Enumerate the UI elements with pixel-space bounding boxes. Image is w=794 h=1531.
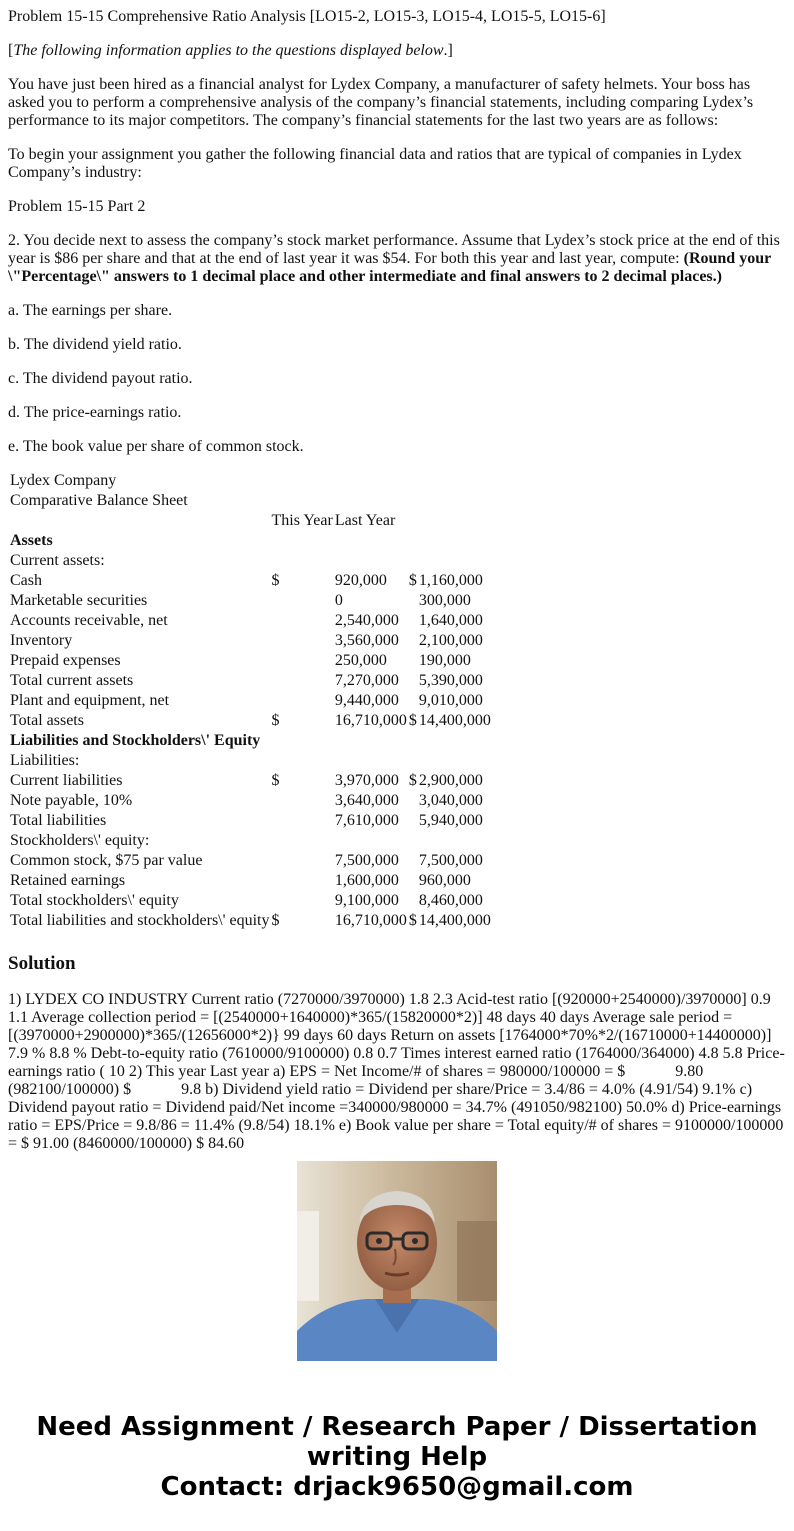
- table-row: [10, 892, 491, 910]
- row-label: Retained earnings: [10, 872, 126, 889]
- last-year-value: 3,040,000: [418, 792, 483, 809]
- table-row: [10, 912, 491, 930]
- this-year-value: 920,000: [334, 572, 387, 589]
- tutor-photo: [297, 1161, 497, 1361]
- question-2: [8, 232, 786, 286]
- row-label: Total liabilities: [10, 812, 107, 829]
- problem-note: [8, 42, 786, 60]
- table-row: [10, 812, 491, 830]
- liabilities-label: Liabilities:: [10, 752, 80, 769]
- last-year-cell: [409, 672, 491, 690]
- table-row: [10, 532, 491, 550]
- this-year-currency: [272, 872, 333, 890]
- question-item-d: d. The price-earnings ratio.: [8, 404, 182, 421]
- last-year-cell: [409, 592, 491, 610]
- question-2-rounding: (Round your \"Percentage\" answers to 1 decimal place and other intermediate and final answers to 2 decimal places.): [8, 250, 771, 285]
- this-year-currency: [272, 692, 333, 710]
- last-year-cell: [409, 632, 491, 650]
- eps-last-year: 9.8: [181, 1081, 202, 1098]
- table-row: [10, 572, 491, 590]
- last-year-cell: [409, 912, 491, 930]
- row-label: Total stockholders\' equity: [10, 892, 179, 909]
- note-open: [: [8, 42, 14, 59]
- liabilities-heading: Liabilities and Stockholders\' Equity: [10, 732, 261, 749]
- equity-label: Stockholders\' equity:: [10, 832, 150, 849]
- last-year-cell: [409, 692, 491, 710]
- question-2-text: 2. You decide next to assess the company’s stock market performance. Assume that Lydex’s stock price at the end of this year is $86 per share and that at the end of last year it was $54. For both this year and last year, compute:: [8, 232, 780, 267]
- this-year-value: 3,970,000: [334, 772, 399, 789]
- this-year-value: 250,000: [334, 652, 387, 669]
- question-item-b: b. The dividend yield ratio.: [8, 336, 182, 353]
- last-year-cell: [409, 812, 491, 830]
- this-year-currency: $: [271, 712, 280, 729]
- table-row: [10, 852, 491, 870]
- this-year-currency: [272, 812, 333, 830]
- this-year-currency: [272, 652, 333, 670]
- statement-title: Comparative Balance Sheet: [10, 492, 188, 509]
- this-year-value: 3,560,000: [334, 632, 399, 649]
- table-row: [10, 792, 491, 810]
- row-label: Current liabilities: [10, 772, 123, 789]
- table-row: [10, 692, 491, 710]
- last-year-value: 5,940,000: [418, 812, 483, 829]
- row-label: Total current assets: [10, 672, 134, 689]
- question-item-c: c. The dividend payout ratio.: [8, 370, 193, 387]
- last-year-cell: [409, 652, 491, 670]
- this-year-currency: [272, 852, 333, 870]
- last-year-value: 14,400,000: [418, 912, 491, 929]
- solution-part-1: 1) LYDEX CO INDUSTRY Current ratio (7270000/3970000) 1.8 2.3 Acid-test ratio [(920000+2540000)/3970000] 0.9 1.1 Average collection period = [(2540000+1640000)*365/(15820000*2)] 48 days 40 days Average sale period = [(3970000+2900000)*365/(12656000*2)} 99 days 60 days Return on assets [1764000*70%*2/(16710000+14400000)] 7.9 % 8.8 % Debt-to-equity ratio (7610000/9100000) 0.8 0.7 Times interest earned ratio (1764000/364000) 4.8 5.8 Price-earnings ratio ( 10 2) This year Last year a) EPS = Net Income/# of shares = 980000/100000 = $: [8, 991, 785, 1080]
- table-row: [10, 832, 491, 850]
- row-label: Cash: [10, 572, 42, 589]
- last-year-cell: [409, 612, 491, 630]
- problem-intro: You have just been hired as a financial analyst for Lydex Company, a manufacturer of safety helmets. Your boss has asked you to perform a comprehensive analysis of the company’s financial statements, including comparing Lydex’s performance to its major competitors. The company’s financial statements for the last two years are as follows:: [8, 76, 754, 129]
- this-year-currency: [272, 792, 333, 810]
- table-row: [10, 672, 491, 690]
- this-year-value: 9,100,000: [334, 892, 399, 909]
- row-label: Inventory: [10, 632, 73, 649]
- promo-banner: [0, 1412, 794, 1502]
- table-row: [10, 752, 491, 770]
- this-year-value: 2,540,000: [334, 612, 399, 629]
- last-year-currency: $: [408, 772, 417, 789]
- current-assets-label: Current assets:: [10, 552, 105, 569]
- note-close: .]: [443, 42, 453, 59]
- eps-this-year: 9.80: [675, 1063, 704, 1080]
- row-label: Note payable, 10%: [10, 792, 133, 809]
- this-year-value: 7,610,000: [334, 812, 399, 829]
- last-year-value: 7,500,000: [418, 852, 483, 869]
- last-year-value: 9,010,000: [418, 692, 483, 709]
- last-year-cell: [409, 772, 491, 790]
- this-year-currency: [272, 612, 333, 630]
- this-year-value: 7,500,000: [334, 852, 399, 869]
- row-label: Total assets: [10, 712, 84, 729]
- assets-rows: [10, 572, 491, 730]
- this-year-value: 16,710,000: [334, 912, 407, 929]
- equity-header-rows: [10, 832, 491, 850]
- table-row: [10, 772, 491, 790]
- table-row: [10, 492, 491, 510]
- last-year-cell: [409, 872, 491, 890]
- problem-title: Problem 15-15 Comprehensive Ratio Analysis [LO15-2, LO15-3, LO15-4, LO15-5, LO15-6]: [8, 8, 606, 25]
- this-year-currency: $: [271, 772, 280, 789]
- last-year-value: 2,900,000: [418, 772, 483, 789]
- table-row: [10, 712, 491, 730]
- assets-heading: Assets: [10, 532, 53, 549]
- equity-rows: [10, 852, 491, 930]
- last-year-value: 1,160,000: [418, 572, 483, 589]
- this-year-value: 3,640,000: [334, 792, 399, 809]
- last-year-currency: $: [408, 572, 417, 589]
- balance-sheet-table: [8, 470, 493, 932]
- last-year-cell: [409, 572, 491, 590]
- note-italic: The following information applies to the questions displayed below: [13, 42, 444, 59]
- problem-begin: To begin your assignment you gather the following financial data and ratios that are typical of companies in Lydex Company’s industry:: [8, 146, 742, 181]
- solution-heading: Solution: [8, 953, 76, 974]
- last-year-value: 300,000: [418, 592, 471, 609]
- this-year-currency: [272, 592, 333, 610]
- last-year-value: 8,460,000: [418, 892, 483, 909]
- table-row: [10, 472, 491, 490]
- avatar: [297, 1161, 497, 1361]
- row-label: Prepaid expenses: [10, 652, 121, 669]
- solution-body: [8, 991, 786, 1152]
- last-year-value: 190,000: [418, 652, 471, 669]
- column-header-last-year: Last Year: [334, 512, 396, 529]
- last-year-value: 1,640,000: [418, 612, 483, 629]
- last-year-cell: [409, 892, 491, 910]
- row-label: Plant and equipment, net: [10, 692, 170, 709]
- this-year-value: 0: [334, 592, 343, 609]
- last-year-cell: [409, 712, 491, 730]
- last-year-cell: [409, 852, 491, 870]
- last-year-value: 14,400,000: [418, 712, 491, 729]
- this-year-value: 16,710,000: [334, 712, 407, 729]
- table-row: [10, 592, 491, 610]
- last-year-value: 5,390,000: [418, 672, 483, 689]
- row-label: Marketable securities: [10, 592, 148, 609]
- promo-line-2: writing Help: [306, 1442, 488, 1472]
- this-year-value: 1,600,000: [334, 872, 399, 889]
- this-year-value: 7,270,000: [334, 672, 399, 689]
- last-year-value: 960,000: [418, 872, 471, 889]
- table-row: [10, 552, 491, 570]
- this-year-currency: [272, 632, 333, 650]
- this-year-currency: $: [271, 572, 280, 589]
- column-header-this-year: This Year: [271, 512, 333, 529]
- last-year-currency: $: [408, 912, 417, 929]
- this-year-currency: $: [271, 912, 280, 929]
- liabilities-rows: [10, 772, 491, 830]
- promo-contact: Contact: drjack9650@gmail.com: [160, 1472, 634, 1502]
- question-item-e: e. The book value per share of common stock.: [8, 438, 304, 455]
- row-label: Total liabilities and stockholders\' equity: [10, 912, 270, 929]
- table-row: [10, 612, 491, 630]
- this-year-currency: [272, 672, 333, 690]
- promo-line-1: Need Assignment / Research Paper / Dissertation: [36, 1412, 758, 1442]
- row-label: Common stock, $75 par value: [10, 852, 203, 869]
- company-name: Lydex Company: [10, 472, 117, 489]
- table-row: [10, 652, 491, 670]
- solution-text: [8, 991, 786, 1153]
- table-row: [10, 732, 491, 750]
- this-year-value: 9,440,000: [334, 692, 399, 709]
- solution-part-2: (982100/100000) $: [8, 1081, 132, 1098]
- table-row: [10, 872, 491, 890]
- table-row: [10, 632, 491, 650]
- last-year-value: 2,100,000: [418, 632, 483, 649]
- last-year-currency: $: [408, 712, 417, 729]
- this-year-currency: [272, 892, 333, 910]
- page-content: [0, 8, 794, 1152]
- liabilities-header-rows: [10, 732, 491, 770]
- problem-part: Problem 15-15 Part 2: [8, 198, 146, 215]
- last-year-cell: [409, 792, 491, 810]
- table-row: [10, 512, 491, 530]
- question-item-a: a. The earnings per share.: [8, 302, 173, 319]
- solution-part-3: b) Dividend yield ratio = Dividend per share/Price = 3.4/86 = 4.0% (4.91/54) 9.1% c) Dividend payout ratio = Dividend paid/Net income =340000/980000 = 34.7% (491050/982100) 50.0% d) Price-earnings ratio = EPS/Price = 9.8/86 = 11.4% (9.8/54) 18.1% e) Book value per share = Total equity/# of shares = 9100000/100000 = $ 91.00 (8460000/100000) $ 84.60: [8, 1081, 784, 1152]
- row-label: Accounts receivable, net: [10, 612, 168, 629]
